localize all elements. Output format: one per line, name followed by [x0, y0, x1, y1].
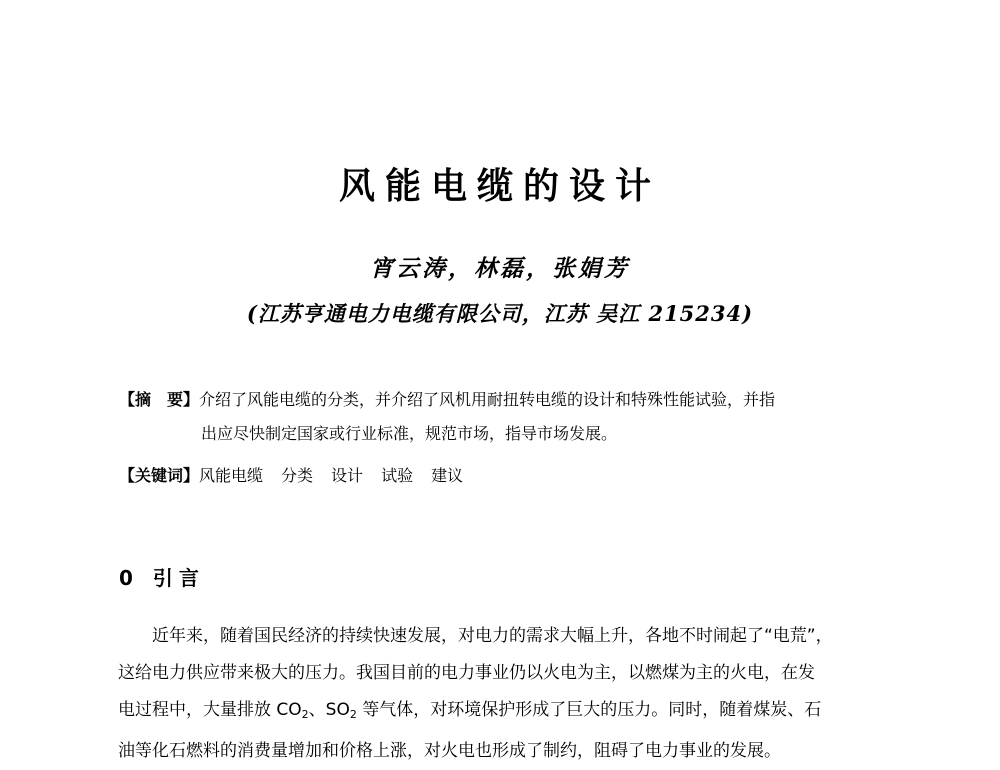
- keyword-item: 试验: [381, 466, 414, 485]
- abstract-line-2: 出应尽快制定国家或行业标准，规范市场，指导市场发展。: [201, 424, 618, 443]
- section-title: 引言: [152, 566, 205, 590]
- abstract-line-1: 介绍了风能电缆的分类，并介绍了风机用耐扭转电缆的设计和特殊性能试验，并指: [199, 390, 776, 409]
- body-line-1: 近年来，随着国民经济的持续快速发展，对电力的需求大幅上升，各地不时闹起了“电荒”，: [152, 626, 833, 646]
- section-number: 0: [119, 566, 139, 590]
- keywords-label: 【关键词】: [119, 466, 200, 485]
- section-heading: [119, 562, 205, 591]
- paper-title: 风能电缆的设计: [338, 166, 661, 207]
- body-paragraph: [118, 618, 900, 770]
- keywords: [119, 462, 899, 490]
- keyword-item: 风能电缆: [199, 466, 264, 485]
- keyword-item: 分类: [281, 466, 314, 485]
- paper-authors: 宵云涛，林磊，张娟芳: [370, 255, 630, 282]
- body-line-3-part-a: 电过程中，大量排放 CO: [118, 700, 302, 720]
- keyword-item: 设计: [331, 466, 364, 485]
- paper-affiliation: (江苏亨通电力电缆有限公司，江苏 吴江 215234): [246, 301, 754, 326]
- abstract-label: 【摘 要】: [119, 390, 200, 409]
- body-line-3-part-c: 等气体，对环境保护形成了巨大的压力。同时，随着煤炭、石: [356, 700, 822, 720]
- body-line-3: [118, 692, 900, 733]
- so2-subscript: 2: [349, 708, 357, 721]
- body-line-2: 这给电力供应带来极大的压力。我国目前的电力事业仍以火电为主，以燃煤为主的火电，在发: [118, 663, 815, 683]
- body-line-3-part-b: 、SO: [308, 700, 350, 720]
- abstract: [119, 383, 899, 451]
- co2-subscript: 2: [301, 708, 309, 721]
- body-line-4: 油等化石燃料的消费量增加和价格上涨，对火电也形成了制约，阻碍了电力事业的发展。: [118, 741, 781, 761]
- keyword-item: 建议: [431, 466, 464, 485]
